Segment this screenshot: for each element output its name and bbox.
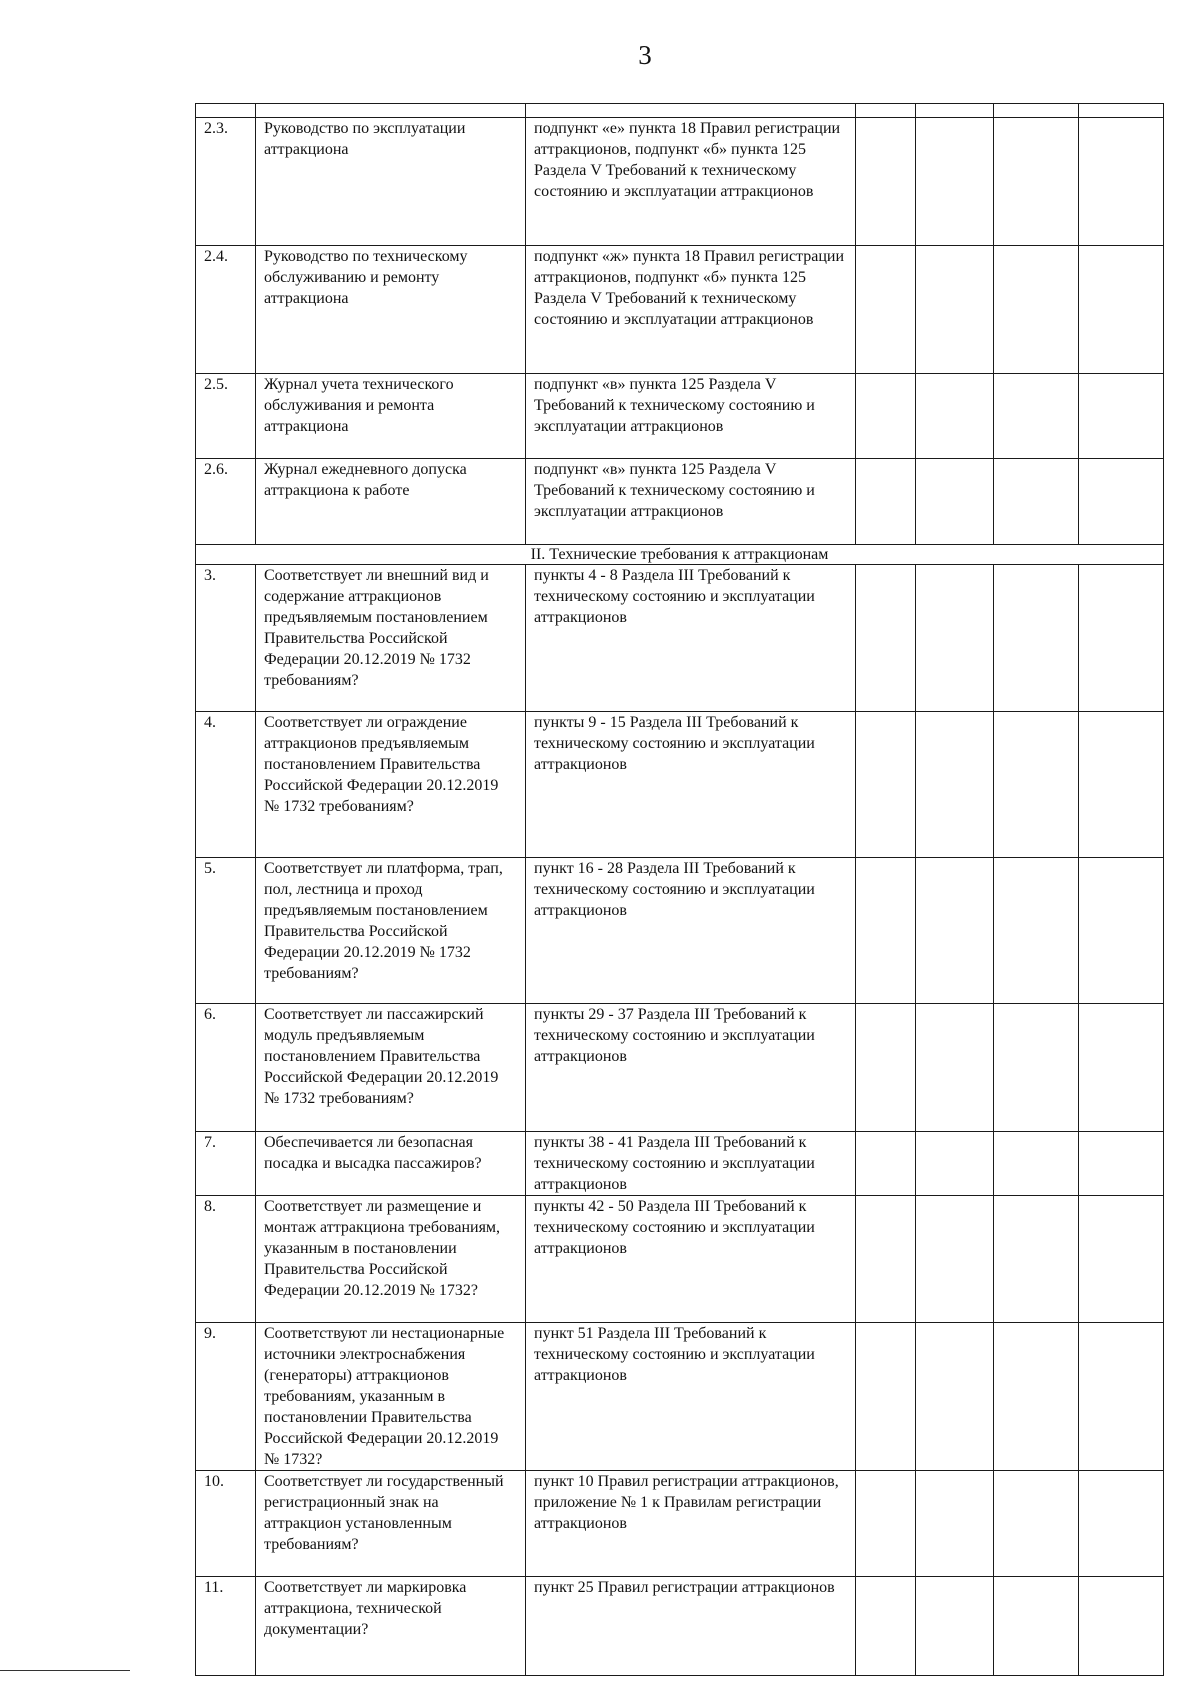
answer-cell[interactable] <box>1079 858 1164 1004</box>
table-header-row <box>196 104 1164 118</box>
answer-cell[interactable] <box>916 374 994 459</box>
answer-cell[interactable] <box>916 1471 994 1577</box>
answer-cell[interactable] <box>856 1196 916 1323</box>
answer-cell[interactable] <box>916 459 994 545</box>
answer-cell[interactable] <box>856 374 916 459</box>
row-number: 8. <box>196 1196 256 1323</box>
answer-cell[interactable] <box>1079 1471 1164 1577</box>
row-number: 9. <box>196 1323 256 1471</box>
answer-cell[interactable] <box>856 459 916 545</box>
section-row <box>196 545 1164 565</box>
row-reference: подпункт «е» пункта 18 Правил регистрации аттракционов, подпункт «б» пункта 125 Раздела V Требований к техническому состоянию и эксплуатации аттракционов <box>526 118 856 246</box>
answer-cell[interactable] <box>1079 1323 1164 1471</box>
answer-cell[interactable] <box>856 858 916 1004</box>
table-row <box>196 246 1164 374</box>
answer-cell[interactable] <box>1079 1004 1164 1132</box>
answer-cell[interactable] <box>994 1132 1079 1196</box>
answer-cell[interactable] <box>856 1323 916 1471</box>
answer-cell[interactable] <box>916 1132 994 1196</box>
checklist-table <box>195 103 1164 1676</box>
row-reference: пункты 42 - 50 Раздела III Требований к техническому состоянию и эксплуатации аттракционов <box>526 1196 856 1323</box>
row-number: 2.5. <box>196 374 256 459</box>
answer-cell[interactable] <box>856 1577 916 1676</box>
answer-cell[interactable] <box>1079 1577 1164 1676</box>
row-question: Соответствуют ли нестационарные источники электроснабжения (генераторы) аттракционов требованиям, указанным в постановлении Правительства Российской Федерации 20.12.2019 № 1732? <box>256 1323 526 1471</box>
answer-cell[interactable] <box>1079 459 1164 545</box>
row-reference: пункты 4 - 8 Раздела III Требований к техническому состоянию и эксплуатации аттракционов <box>526 565 856 712</box>
answer-cell[interactable] <box>1079 246 1164 374</box>
table-row <box>196 1004 1164 1132</box>
row-question: Обеспечивается ли безопасная посадка и высадка пассажиров? <box>256 1132 526 1196</box>
row-number: 2.4. <box>196 246 256 374</box>
row-reference: пункт 25 Правил регистрации аттракционов <box>526 1577 856 1676</box>
answer-cell[interactable] <box>1079 374 1164 459</box>
row-reference: пункты 29 - 37 Раздела III Требований к техническому состоянию и эксплуатации аттракционов <box>526 1004 856 1132</box>
table-row <box>196 118 1164 246</box>
row-question: Соответствует ли платформа, трап, пол, лестница и проход предъявляемым постановлением Правительства Российской Федерации 20.12.2019 № 1732 требованиям? <box>256 858 526 1004</box>
answer-cell[interactable] <box>916 1577 994 1676</box>
table-row <box>196 1132 1164 1196</box>
answer-cell[interactable] <box>1079 565 1164 712</box>
row-number: 2.3. <box>196 118 256 246</box>
answer-cell[interactable] <box>916 1323 994 1471</box>
table-row <box>196 712 1164 858</box>
answer-cell[interactable] <box>994 118 1079 246</box>
answer-cell[interactable] <box>1079 712 1164 858</box>
answer-cell[interactable] <box>856 1132 916 1196</box>
row-question: Соответствует ли маркировка аттракциона, технической документации? <box>256 1577 526 1676</box>
answer-cell[interactable] <box>994 374 1079 459</box>
answer-cell[interactable] <box>994 246 1079 374</box>
row-question: Соответствует ли ограждение аттракционов предъявляемым постановлением Правительства Российской Федерации 20.12.2019 № 1732 требованиям? <box>256 712 526 858</box>
row-reference: пункт 16 - 28 Раздела III Требований к техническому состоянию и эксплуатации аттракционов <box>526 858 856 1004</box>
table-row <box>196 459 1164 545</box>
answer-cell[interactable] <box>856 1004 916 1132</box>
answer-cell[interactable] <box>994 858 1079 1004</box>
answer-cell[interactable] <box>994 712 1079 858</box>
answer-cell[interactable] <box>994 1577 1079 1676</box>
answer-cell[interactable] <box>1079 1196 1164 1323</box>
row-question: Журнал учета технического обслуживания и ремонта аттракциона <box>256 374 526 459</box>
row-question: Руководство по эксплуатации аттракциона <box>256 118 526 246</box>
answer-cell[interactable] <box>916 1004 994 1132</box>
row-reference: пункты 38 - 41 Раздела III Требований к техническому состоянию и эксплуатации аттракционов <box>526 1132 856 1196</box>
row-number: 10. <box>196 1471 256 1577</box>
row-number: 5. <box>196 858 256 1004</box>
answer-cell[interactable] <box>856 246 916 374</box>
answer-cell[interactable] <box>1079 1132 1164 1196</box>
page-number: 3 <box>638 40 652 70</box>
footnote-rule <box>0 1670 130 1671</box>
table-row <box>196 1471 1164 1577</box>
answer-cell[interactable] <box>916 1196 994 1323</box>
table-row <box>196 858 1164 1004</box>
row-reference: подпункт «в» пункта 125 Раздела V Требований к техническому состоянию и эксплуатации аттракционов <box>526 459 856 545</box>
answer-cell[interactable] <box>856 565 916 712</box>
row-number: 11. <box>196 1577 256 1676</box>
row-question: Руководство по техническому обслуживанию и ремонту аттракциона <box>256 246 526 374</box>
row-number: 7. <box>196 1132 256 1196</box>
table-row <box>196 565 1164 712</box>
row-reference: пункты 9 - 15 Раздела III Требований к техническому состоянию и эксплуатации аттракционов <box>526 712 856 858</box>
row-number: 3. <box>196 565 256 712</box>
row-number: 6. <box>196 1004 256 1132</box>
table-row <box>196 374 1164 459</box>
row-number: 2.6. <box>196 459 256 545</box>
row-question: Соответствует ли размещение и монтаж аттракциона требованиям, указанным в постановлении Правительства Российской Федерации 20.12.2019 № 1732? <box>256 1196 526 1323</box>
row-question: Журнал ежедневного допуска аттракциона к работе <box>256 459 526 545</box>
section-header: II. Технические требования к аттракционам <box>196 545 1164 565</box>
row-reference: пункт 51 Раздела III Требований к техническому состоянию и эксплуатации аттракционов <box>526 1323 856 1471</box>
answer-cell[interactable] <box>1079 118 1164 246</box>
answer-cell[interactable] <box>916 565 994 712</box>
row-question: Соответствует ли внешний вид и содержание аттракционов предъявляемым постановлением Правительства Российской Федерации 20.12.2019 № 1732 требованиям? <box>256 565 526 712</box>
row-reference: подпункт «ж» пункта 18 Правил регистрации аттракционов, подпункт «б» пункта 125 Раздела V Требований к техническому состоянию и эксплуатации аттракционов <box>526 246 856 374</box>
table-row <box>196 1196 1164 1323</box>
answer-cell[interactable] <box>994 1004 1079 1132</box>
row-reference: подпункт «в» пункта 125 Раздела V Требований к техническому состоянию и эксплуатации аттракционов <box>526 374 856 459</box>
row-number: 4. <box>196 712 256 858</box>
answer-cell[interactable] <box>916 858 994 1004</box>
answer-cell[interactable] <box>994 459 1079 545</box>
row-question: Соответствует ли государственный регистрационный знак на аттракцион установленным требованиям? <box>256 1471 526 1577</box>
answer-cell[interactable] <box>994 1196 1079 1323</box>
answer-cell[interactable] <box>994 1323 1079 1471</box>
table-row <box>196 1323 1164 1471</box>
answer-cell[interactable] <box>916 712 994 858</box>
row-reference: пункт 10 Правил регистрации аттракционов, приложение № 1 к Правилам регистрации аттракционов <box>526 1471 856 1577</box>
answer-cell[interactable] <box>856 118 916 246</box>
answer-cell[interactable] <box>994 565 1079 712</box>
answer-cell[interactable] <box>994 1471 1079 1577</box>
answer-cell[interactable] <box>856 1471 916 1577</box>
answer-cell[interactable] <box>916 118 994 246</box>
answer-cell[interactable] <box>916 246 994 374</box>
row-question: Соответствует ли пассажирский модуль предъявляемым постановлением Правительства Российской Федерации 20.12.2019 № 1732 требованиям? <box>256 1004 526 1132</box>
table-row <box>196 1577 1164 1676</box>
answer-cell[interactable] <box>856 712 916 858</box>
